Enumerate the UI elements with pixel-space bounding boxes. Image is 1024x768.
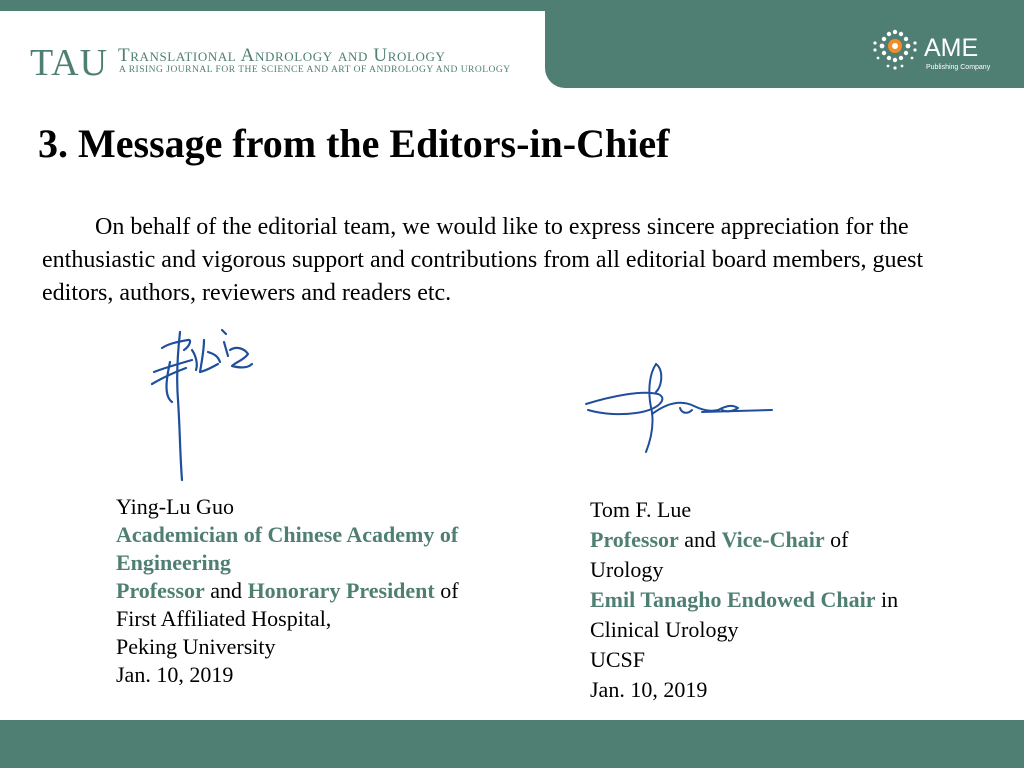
ame-subtitle: Publishing Company — [926, 64, 991, 71]
editor-role: Professor — [590, 527, 679, 552]
editor-role: Honorary President — [247, 578, 435, 603]
journal-title: Translational Andrology and Urology — [118, 45, 446, 66]
journal-tagline: A RISING JOURNAL FOR THE SCIENCE AND ART OF ANDROLOGY AND UROLOGY — [119, 65, 511, 75]
page-title: 3. Message from the Editors-in-Chief — [38, 121, 670, 166]
role-conjunction: and — [204, 578, 248, 603]
editor-block-guo — [116, 493, 459, 689]
editor-affiliation: First Affiliated Hospital, — [116, 606, 332, 631]
bottom-band — [0, 720, 1024, 768]
chair-preposition: in — [875, 587, 899, 612]
role-preposition: of — [824, 527, 849, 552]
ame-name: AME — [924, 34, 979, 62]
role-preposition: of — [434, 578, 459, 603]
editor-department: Urology — [590, 557, 664, 582]
editor-title-line: Engineering — [116, 550, 231, 575]
editor-chair-line — [590, 585, 898, 615]
editor-institution: UCSF — [590, 647, 646, 672]
editor-role: Professor — [116, 578, 205, 603]
editor-role: Vice-Chair — [721, 527, 825, 552]
tau-logo: TAU — [30, 42, 109, 84]
editor-block-lue — [590, 495, 898, 705]
editor-field: Clinical Urology — [590, 617, 739, 642]
editor-name: Tom F. Lue — [590, 497, 692, 522]
signature-ying-lu-guo — [140, 320, 270, 485]
signature-tom-f-lue — [582, 352, 777, 457]
editor-date: Jan. 10, 2019 — [590, 677, 708, 702]
editor-name: Ying-Lu Guo — [116, 494, 234, 519]
editor-title-line: Academician of Chinese Academy of — [116, 522, 459, 547]
editor-date: Jan. 10, 2019 — [116, 662, 234, 687]
message-text: On behalf of the editorial team, we would like to express sincere appreciation for the enthusiastic and vigorous support and contributions from all editorial board members, guest editors, authors, reviewers and readers etc. — [42, 214, 924, 306]
editor-chair: Emil Tanagho Endowed Chair — [590, 587, 876, 612]
role-conjunction: and — [678, 527, 722, 552]
editor-role-line — [116, 577, 459, 605]
editor-affiliation: Peking University — [116, 634, 276, 659]
editor-role-line — [590, 525, 898, 555]
